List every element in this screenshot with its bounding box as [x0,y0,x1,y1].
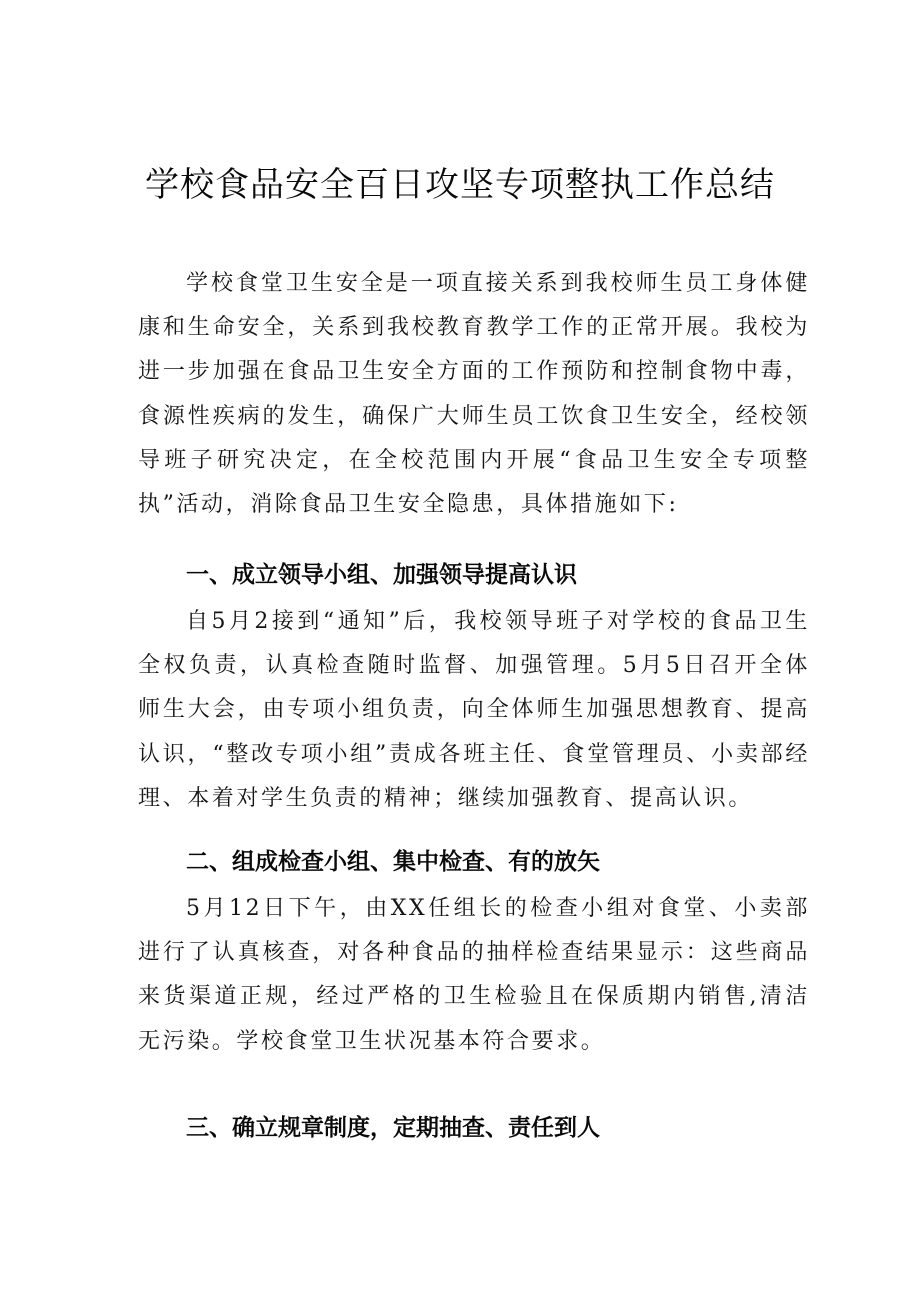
section-heading-1: 一、成立领导小组、加强领导提高认识 [186,562,577,588]
section-paragraph-2: 5月12日下午，由XX任组长的检查小组对食堂、小卖部进行了认真核查，对各种食品的抽样检查结果显示：这些商品来货渠道正规，经过严格的卫生检验且在保质期内销售,清洁无污染。学校食堂卫生状况基本符合要求。 [138,896,810,1054]
section-1-block [138,600,810,821]
section-2-block [138,887,810,1064]
intro-block [138,262,810,527]
section-heading-3: 三、确立规章制度，定期抽查、责任到人 [186,1115,600,1141]
intro-paragraph: 学校食堂卫生安全是一项直接关系到我校师生员工身体健康和生命安全，关系到我校教育教学工作的正常开展。我校为进一步加强在食品卫生安全方面的工作预防和控制食物中毒，食源性疾病的发生，确保广大师生员工饮食卫生安全，经校领导班子研究决定，在全校范围内开展“食品卫生安全专项整执”活动，消除食品卫生安全隐患，具体措施如下: [138,271,810,518]
section-paragraph-1: 自5月2接到“通知”后，我校领导班子对学校的食品卫生全权负责，认真检查随时监督、加强管理。5月5日召开全体师生大会，由专项小组负责，向全体师生加强思想教育、提高认识，“整改专项小组”责成各班主任、食堂管理员、小卖部经理、本着对学生负责的精神；继续加强教育、提高认识。 [138,609,810,811]
section-heading-2: 二、组成检查小组、集中检查、有的放矢 [186,849,600,875]
document-title: 学校食品安全百日攻坚专项整执工作总结 [145,165,775,205]
